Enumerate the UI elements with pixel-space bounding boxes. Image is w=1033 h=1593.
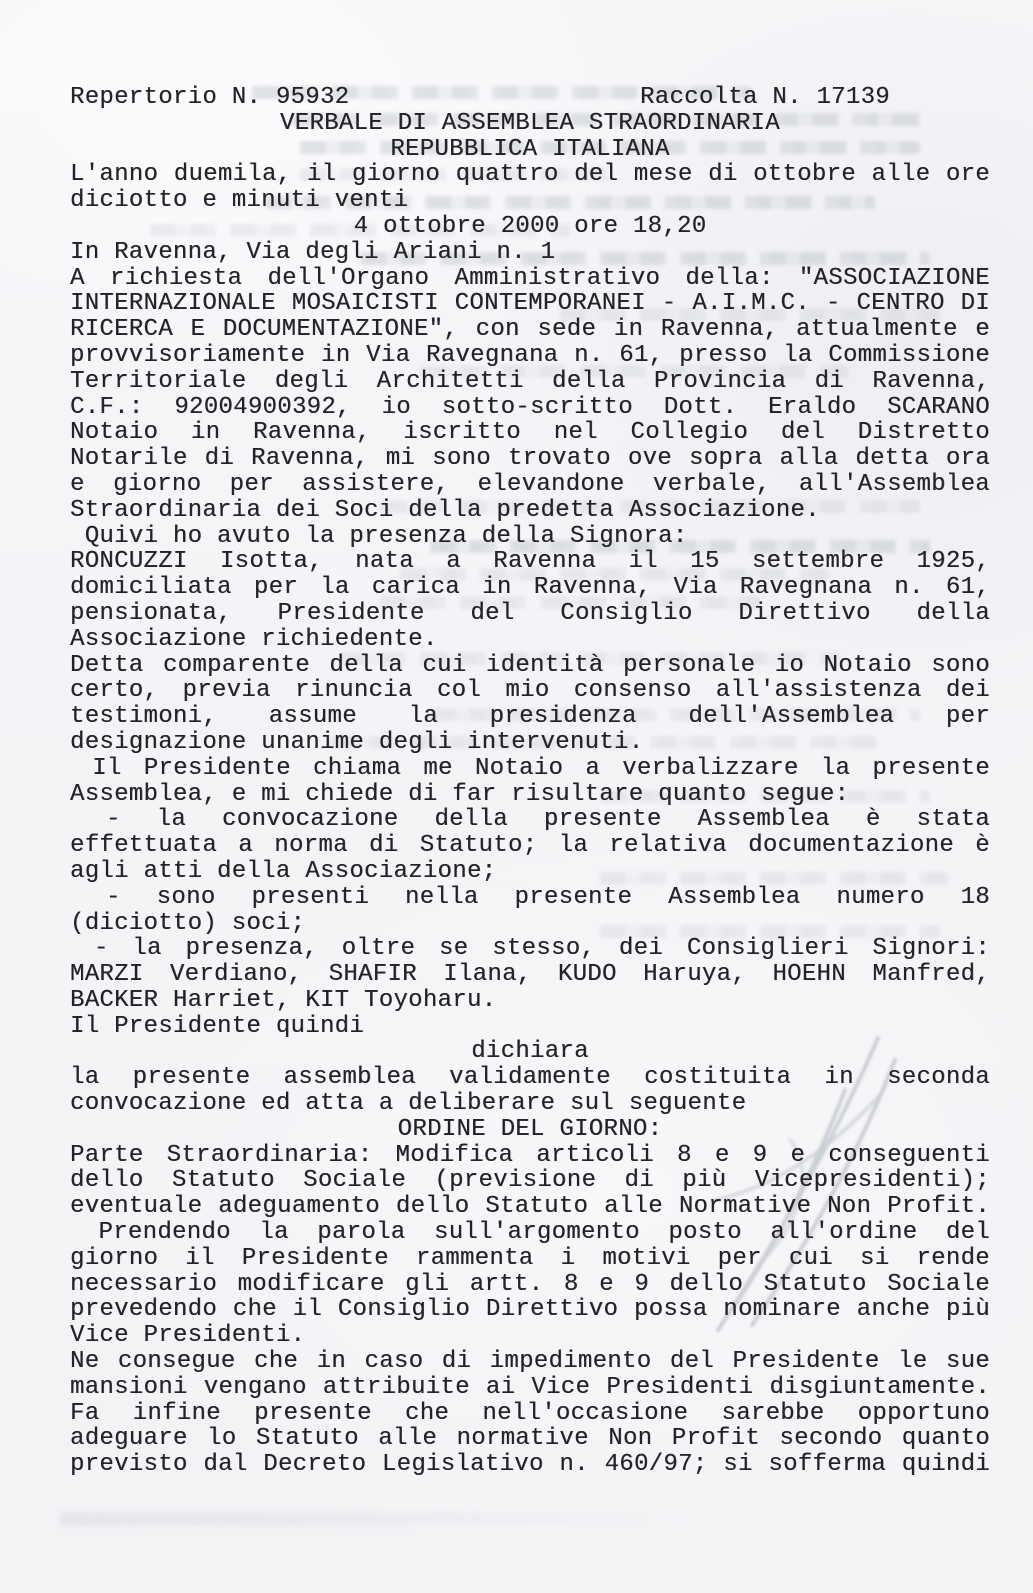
doc-line: domiciliata per la carica in Ravenna, Via Ravegnana n. 61, (70, 574, 990, 602)
doc-line: Ne consegue che in caso di impedimento del Presidente le sue (70, 1348, 990, 1376)
doc-line: - la convocazione della presente Assemblea è stata (70, 806, 991, 834)
doc-line: Territoriale degli Architetti della Provincia di Ravenna, (70, 367, 990, 395)
doc-line: BACKER Harriet, KIT Toyoharu. (70, 986, 497, 1014)
doc-line: VERBALE DI ASSEMBLEA STRAORDINARIA (280, 109, 780, 137)
doc-line: e giorno per assistere, elevandone verbale, all'Assemblea (70, 470, 990, 498)
raccolta-number: Raccolta N. 17139 (640, 84, 890, 111)
doc-line: 4 ottobre 2000 ore 18,20 (353, 212, 707, 240)
doc-line: RICERCA E DOCUMENTAZIONE", con sede in Ravenna, attualmente e (70, 316, 990, 344)
doc-line: Associazione richiedente. (70, 625, 438, 653)
repertorio-number: Repertorio N. 95932 (70, 84, 350, 111)
doc-line: - la presenza, oltre se stesso, dei Consiglieri Signori: (70, 935, 990, 963)
doc-line: Notaio in Ravenna, iscritto nel Collegio del Distretto (70, 419, 990, 447)
doc-line: (diciotto) soci; (70, 909, 306, 937)
doc-line: Detta comparente della cui identità personale io Notaio sono (70, 651, 990, 679)
document-content (70, 85, 990, 1478)
doc-line: eventuale adeguamento dello Statuto alle Normative Non Profit. (70, 1193, 990, 1221)
scan-smudge (60, 1512, 700, 1526)
doc-line: Il Presidente quindi (70, 1012, 365, 1040)
doc-line: REPUBBLICA ITALIANA (390, 135, 670, 163)
doc-line: diciotto e minuti venti (70, 187, 409, 215)
doc-line: C.F.: 92004900392, io sotto-scritto Dott. Eraldo SCARANO (70, 393, 990, 421)
doc-line: necessario modificare gli artt. 8 e 9 dello Statuto Sociale (70, 1270, 990, 1298)
doc-line: RONCUZZI Isotta, nata a Ravenna il 15 settembre 1925, (70, 548, 990, 576)
doc-line: pensionata, Presidente del Consiglio Direttivo della (70, 599, 990, 627)
doc-line: mansioni vengano attribuite ai Vice Presidenti disgiuntamente. (70, 1373, 990, 1401)
doc-line: INTERNAZIONALE MOSAICISTI CONTEMPORANEI - A.I.M.C. - CENTRO DI (70, 290, 990, 318)
doc-line: L'anno duemila, il giorno quattro del mese di ottobre alle ore (70, 161, 990, 189)
document-body (70, 111, 990, 1478)
doc-line: ORDINE DEL GIORNO: (397, 1115, 663, 1143)
doc-line: dichiara (471, 1038, 589, 1066)
doc-line: previsto dal Decreto Legislativo n. 460/97; si sofferma quindi (70, 1451, 990, 1479)
doc-line: Straordinaria dei Soci della predetta Associazione. (70, 496, 820, 524)
doc-line: la presente assemblea validamente costituita in seconda (70, 1064, 990, 1092)
doc-line: agli atti della Associazione; (70, 857, 497, 885)
doc-line: A richiesta dell'Organo Amministrativo della: "ASSOCIAZIONE (70, 264, 990, 292)
doc-line: Parte Straordinaria: Modifica articoli 8 e 9 e conseguenti (70, 1141, 990, 1169)
doc-line: giorno il Presidente rammenta i motivi per cui si rende (70, 1244, 990, 1272)
doc-line: Quivi ho avuto la presenza della Signora: (70, 522, 688, 550)
doc-line: certo, previa rinuncia col mio consenso all'assistenza dei (70, 677, 990, 705)
doc-line: convocazione ed atta a deliberare sul seguente (70, 1090, 747, 1118)
doc-line: MARZI Verdiano, SHAFIR Ilana, KUDO Haruya, HOEHN Manfred, (70, 961, 990, 989)
doc-line: In Ravenna, Via degli Ariani n. 1 (70, 238, 556, 266)
doc-line: Il Presidente chiama me Notaio a verbalizzare la presente (70, 754, 990, 782)
doc-line: Vice Presidenti. (70, 1322, 306, 1350)
document-header-line (70, 85, 990, 111)
doc-line: Prendendo la parola sull'argomento posto all'ordine del (70, 1219, 990, 1247)
doc-line: designazione unanime degli intervenuti. (70, 728, 644, 756)
doc-line: provvisoriamente in Via Ravegnana n. 61, presso la Commissione (70, 341, 990, 369)
doc-line: Notarile di Ravenna, mi sono trovato ove sopra alla detta ora (70, 445, 990, 473)
doc-line: prevedendo che il Consiglio Direttivo possa nominare anche più (70, 1296, 990, 1324)
doc-line: dello Statuto Sociale (previsione di più Vicepresidenti); (70, 1167, 990, 1195)
doc-line: Assemblea, e mi chiede di far risultare quanto segue: (70, 780, 850, 808)
doc-line: Fa infine presente che nell'occasione sarebbe opportuno (70, 1399, 990, 1427)
doc-line: - sono presenti nella presente Assemblea numero 18 (70, 883, 991, 911)
doc-line: testimoni, assume la presidenza dell'Assemblea per (70, 703, 990, 731)
doc-line: effettuata a norma di Statuto; la relativa documentazione è (70, 832, 990, 860)
doc-line: adeguare lo Statuto alle normative Non Profit secondo quanto (70, 1425, 990, 1453)
